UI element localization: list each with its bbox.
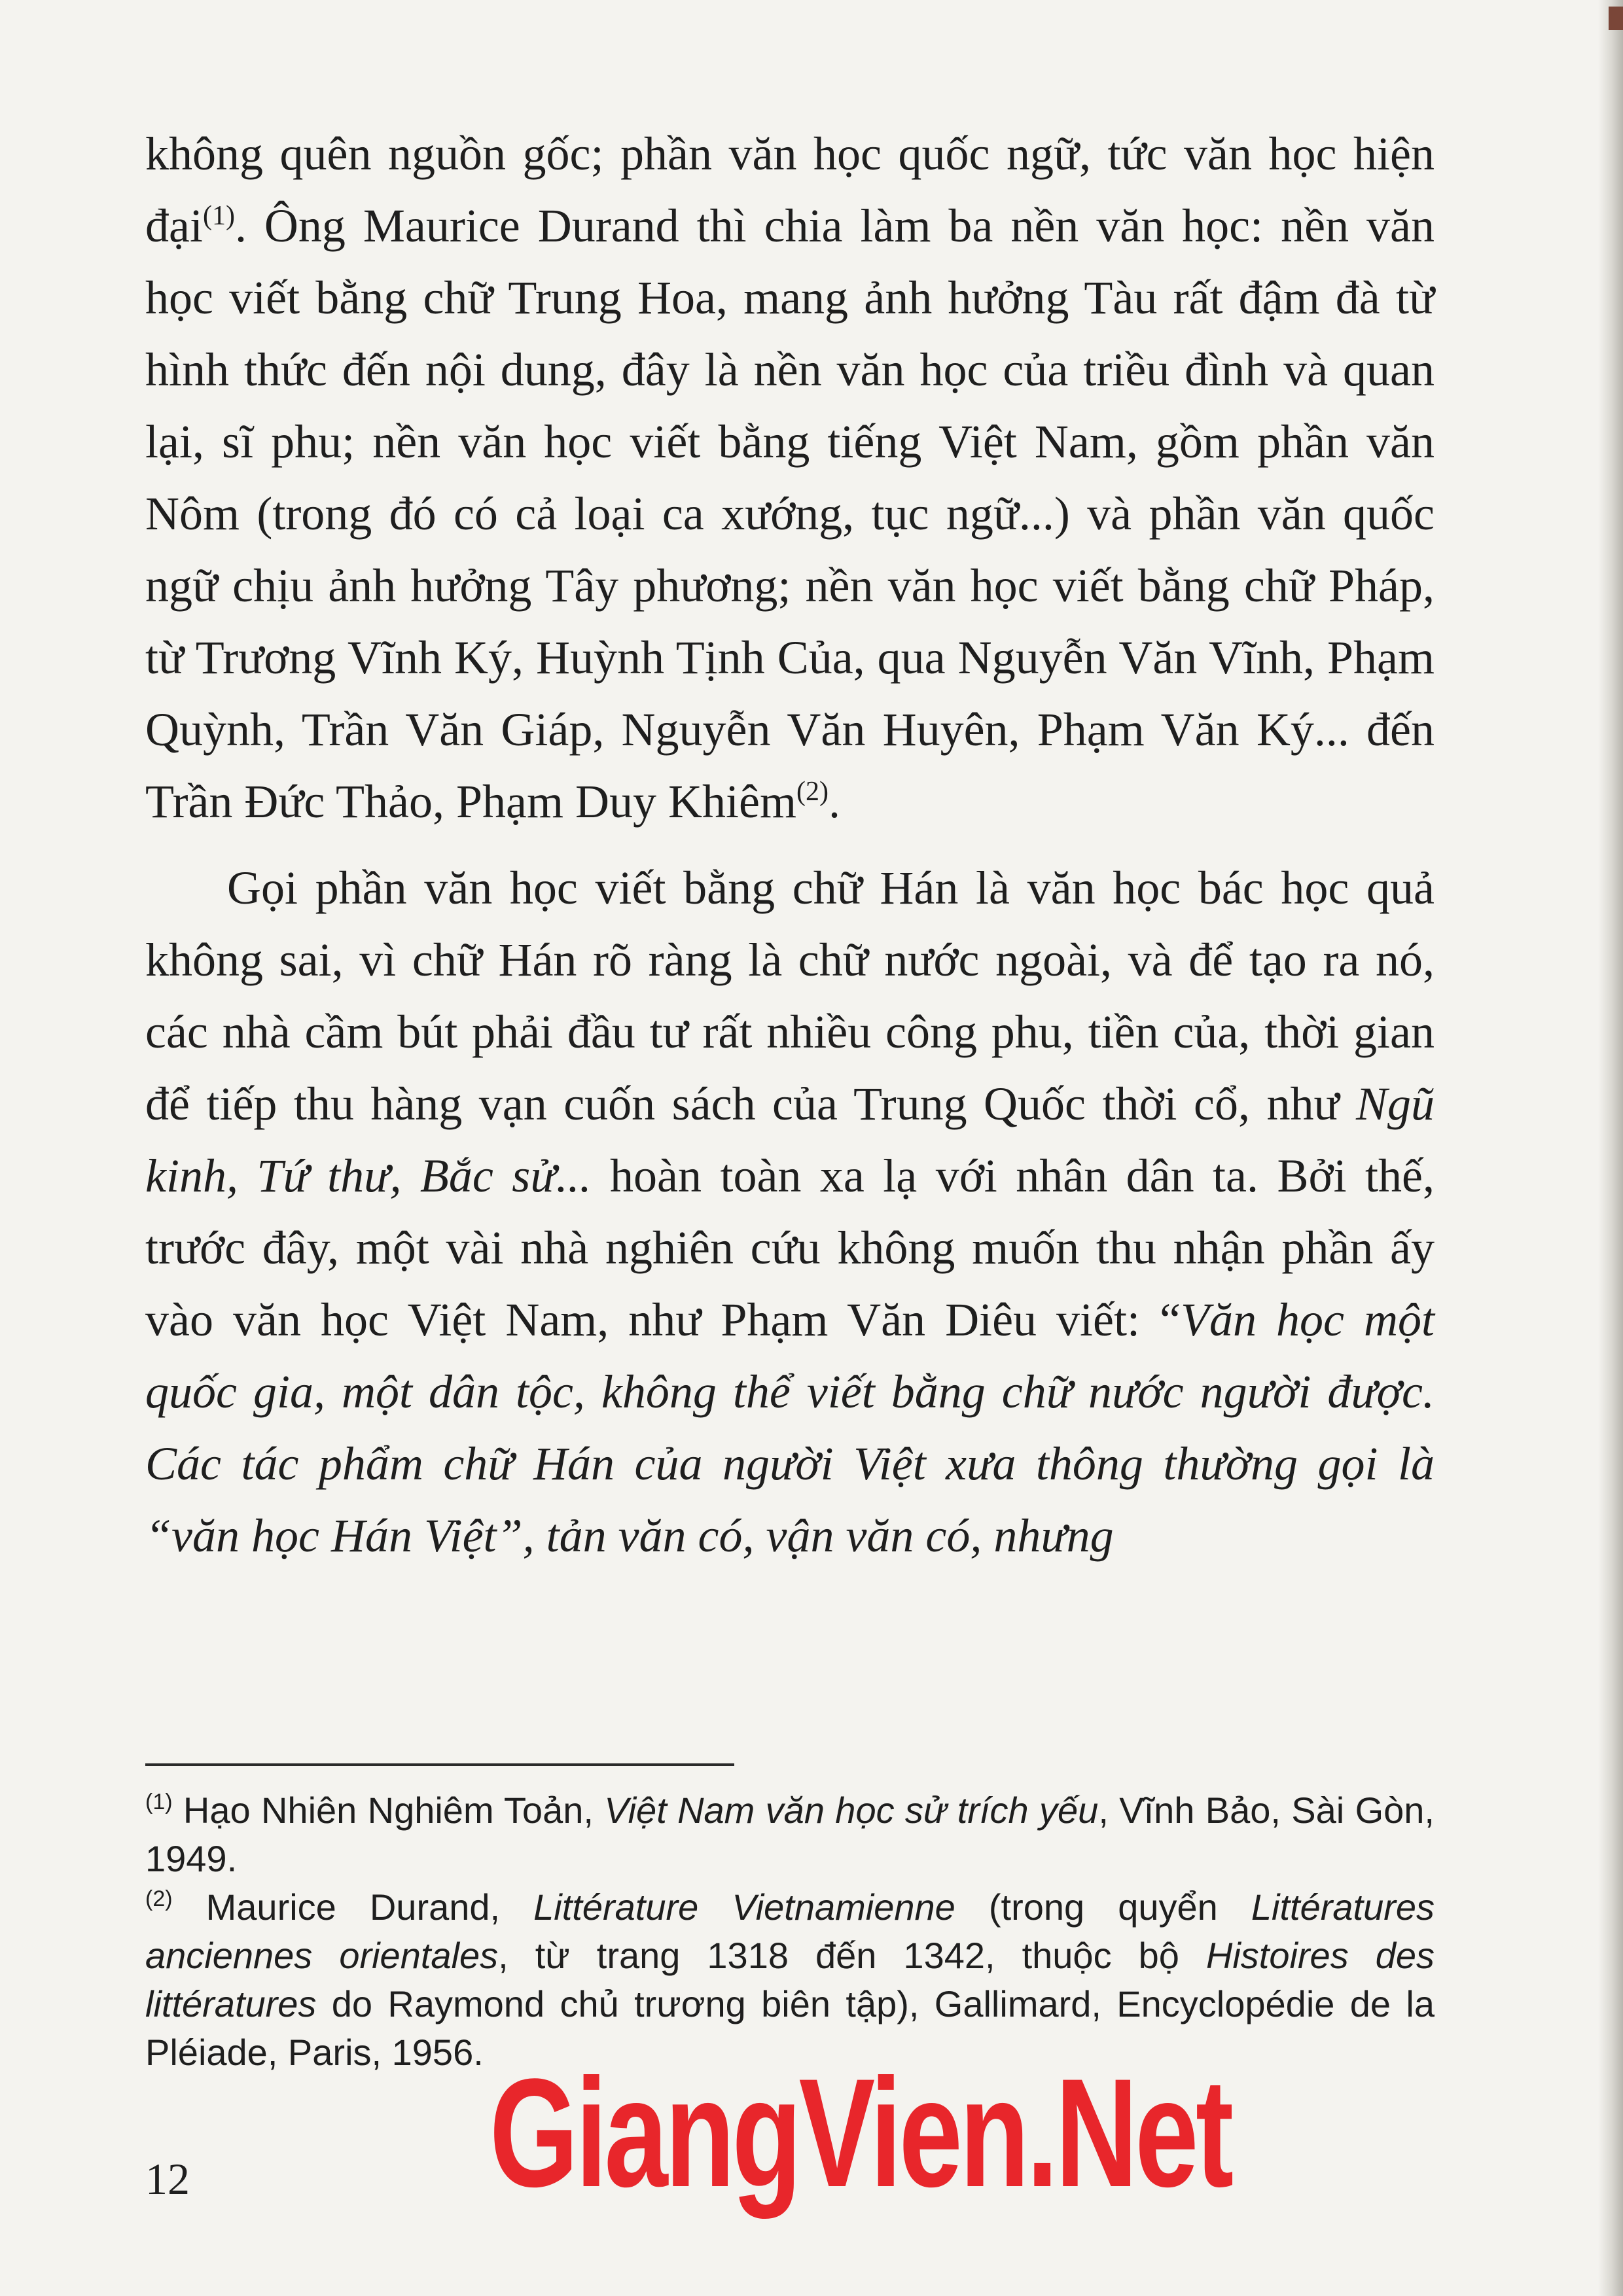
watermark-logo: GiangVien.Net xyxy=(490,2047,1231,2219)
footnote-ref-1[interactable]: (1) xyxy=(202,200,235,231)
corner-mark xyxy=(1609,7,1623,30)
footnotes xyxy=(145,1786,1435,2077)
italic-book-titles: Ngũ kinh, Tứ thư, Bắc sử... xyxy=(145,1078,1435,1202)
paragraph-2: Gọi phần văn học viết bằng chữ Hán là văn học bác học quả không sai, vì chữ Hán rõ ràng là chữ nước ngoài, và để tạo ra nó, các nhà cầm bút phải đầu tư rất nhiều công phu, tiền của, thời gian để tiếp thu hàng vạn cuốn sách của Trung Quốc thời cổ, như Ngũ kinh, Tứ thư, Bắc sử... hoàn toàn xa lạ với nhân dân ta. Bởi thế, trước đây, một vài nhà nghiên cứu không muốn thu nhận phần ấy vào văn học Việt Nam, như Phạm Văn Diêu viết: “Văn học một quốc gia, một dân tộc, không thể viết bằng chữ nước người được. Các tác phẩm chữ Hán của người Việt xưa thông thường gọi là “văn học Hán Việt”, tản văn có, vận văn có, nhưng xyxy=(145,862,1435,1562)
page-number: 12 xyxy=(145,2154,190,2204)
main-text xyxy=(145,118,1435,1572)
footnote-mark-1: (1) xyxy=(145,1789,173,1814)
page-edge-shadow xyxy=(1598,0,1623,2296)
italic-quotation: Văn học một quốc gia, một dân tộc, không thể viết bằng chữ nước người được. Các tác phẩm chữ Hán của người Việt xưa thông thường gọi là “văn học Hán Việt”, tản văn có, vận văn có, nhưng xyxy=(145,1294,1435,1562)
footnote-1: $^{(1)}$ Hạo Nhiên Nghiêm Toản, Việt Nam văn học sử trích yếu, Vĩnh Bảo, Sài Gòn, 1949. xyxy=(145,1789,1435,1879)
paragraph-1: không quên nguồn gốc; phần văn học quốc ngữ, tức văn học hiện đại$^{(1)}$. Ông Maurice Durand thì chia làm ba nền văn học: nền văn học viết bằng chữ Trung Hoa, mang ảnh hưởng Tàu rất đậm đà từ hình thức đến nội dung, đây là nền văn học của triều đình và quan lại, sĩ phu; nền văn học viết bằng tiếng Việt Nam, gồm phần văn Nôm (trong đó có cả loại ca xướng, tục ngữ...) và phần văn quốc ngữ chịu ảnh hưởng Tây phương; nền văn học viết bằng chữ Pháp, từ Trương Vĩnh Ký, Huỳnh Tịnh Của, qua Nguyễn Văn Vĩnh, Phạm Quỳnh, Trần Văn Giáp, Nguyễn Văn Huyên, Phạm Văn Ký... đến Trần Đức Thảo, Phạm Duy Khiêm$^{(2)}$. xyxy=(145,128,1435,828)
footnote-divider xyxy=(145,1763,734,1766)
footnote-mark-2: (2) xyxy=(145,1886,173,1911)
footnote-2: $^{(2)}$ Maurice Durand, Littérature Vietnamienne (trong quyển Littératures anciennes orientales, từ trang 1318 đến 1342, thuộc bộ Histoires des littératures do Raymond chủ trương biên tập), Gallimard, Encyclopédie de la Pléiade, Paris, 1956. xyxy=(145,1886,1435,2073)
footnote-ref-2[interactable]: (2) xyxy=(796,776,829,807)
